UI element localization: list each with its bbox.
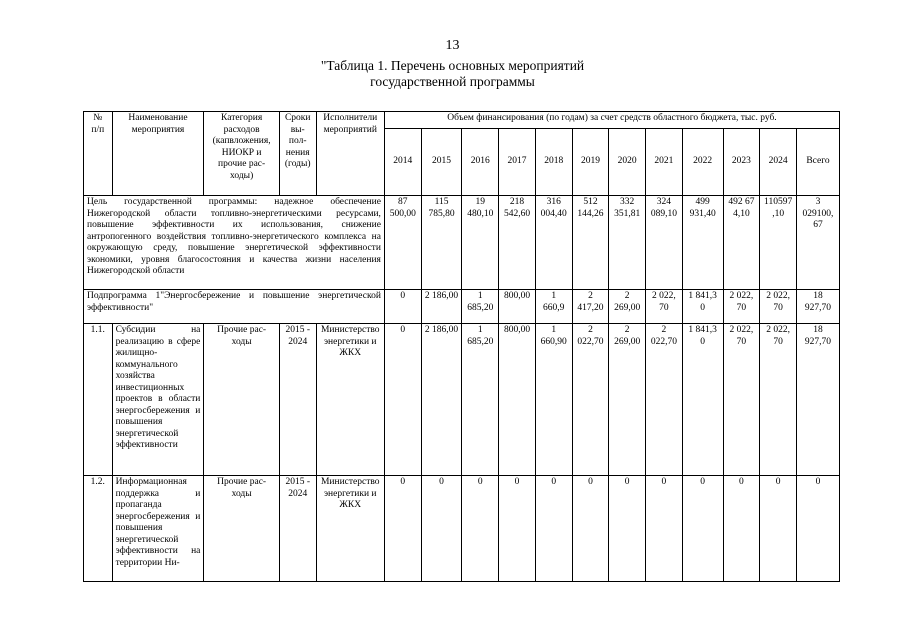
goal-value: 324 089,10 [646, 196, 683, 290]
row-executor: Министерство энергетики и ЖКХ [316, 476, 384, 582]
title-line-1: "Таблица 1. Перечень основных мероприятий [320, 58, 585, 73]
subprogram-value: 800,00 [499, 290, 536, 324]
row-value: 0 [499, 476, 536, 582]
row-value: 1 660,90 [535, 324, 572, 476]
row-name: Субсидии на реализацию в сфере жилищно-коммунального хозяйства инвестиционных проектов в области энергосбережения и повышения энергетической эффективности [112, 324, 204, 476]
goal-value: 218 542,60 [499, 196, 536, 290]
subprogram-value: 2 022, 70 [723, 290, 760, 324]
row-value: 2 269,00 [609, 324, 646, 476]
page-number: 13 [445, 38, 460, 53]
goal-value: 492 67 4,10 [723, 196, 760, 290]
year-header: 2015 [421, 129, 462, 196]
subprogram-value: 2 269,00 [609, 290, 646, 324]
row-value: 1 841,3 0 [682, 324, 723, 476]
row-value: 0 [421, 476, 462, 582]
row-category: Прочие рас- ходы [204, 476, 279, 582]
goal-value: 115 785,80 [421, 196, 462, 290]
title-line-2: государственной программы [370, 74, 535, 89]
subprogram-value: 2 022, 70 [760, 290, 797, 324]
subprogram-total: 18 927,70 [796, 290, 839, 324]
row-value: 2 022, 70 [760, 324, 797, 476]
table-row-1-1 [84, 324, 840, 476]
year-header-total: Всего [796, 129, 839, 196]
year-header: 2022 [682, 129, 723, 196]
row-value: 0 [760, 476, 797, 582]
goal-row [84, 196, 840, 290]
year-header: 2017 [499, 129, 536, 196]
row-value: 0 [384, 476, 421, 582]
row-total: 18 927,70 [796, 324, 839, 476]
row-value: 1 685,20 [462, 324, 499, 476]
header-executors: Исполнители мероприятий [316, 112, 384, 196]
row-value: 0 [723, 476, 760, 582]
row-value: 0 [572, 476, 609, 582]
year-header: 2016 [462, 129, 499, 196]
year-header: 2020 [609, 129, 646, 196]
header-category: Категория расходов (капвложения, НИОКР и прочие рас- ходы) [204, 112, 279, 196]
subprogram-value: 1 685,20 [462, 290, 499, 324]
row-executor: Министерство энергетики и ЖКХ [316, 324, 384, 476]
goal-value: 19 480,10 [462, 196, 499, 290]
row-name: Информационная поддержка и пропаганда энергосбережения и повышения энергетической эффективности на территории Ни- [112, 476, 204, 582]
year-header: 2014 [384, 129, 421, 196]
subprogram-value: 2 186,00 [421, 290, 462, 324]
subprogram-text: Подпрограмма 1"Энергосбережение и повышение энергетической эффективности" [84, 290, 385, 324]
year-header: 2019 [572, 129, 609, 196]
subprogram-value: 2 417,20 [572, 290, 609, 324]
row-value: 2 022, 70 [723, 324, 760, 476]
table-row-1-2 [84, 476, 840, 582]
header-num: № п/п [84, 112, 113, 196]
row-terms: 2015 - 2024 [279, 324, 316, 476]
row-category: Прочие рас- ходы [204, 324, 279, 476]
goal-total: 3 029100, 67 [796, 196, 839, 290]
row-value: 2 022,70 [572, 324, 609, 476]
goal-value: 332 351,81 [609, 196, 646, 290]
header-funding: Объем финансирования (по годам) за счет средств областного бюджета, тыс. руб. [384, 112, 839, 129]
table-title [0, 58, 905, 90]
header-name: Наименование мероприятия [112, 112, 204, 196]
subprogram-row [84, 290, 840, 324]
header-row-1 [84, 112, 840, 129]
year-header: 2021 [646, 129, 683, 196]
goal-value: 499 931,40 [682, 196, 723, 290]
row-value: 0 [682, 476, 723, 582]
row-value: 0 [384, 324, 421, 476]
measures-table [83, 111, 840, 582]
row-value: 2 186,00 [421, 324, 462, 476]
row-value: 0 [646, 476, 683, 582]
row-value: 0 [462, 476, 499, 582]
row-num: 1.2. [84, 476, 113, 582]
subprogram-value: 1 841,3 0 [682, 290, 723, 324]
goal-value: 87 500,00 [384, 196, 421, 290]
year-header: 2024 [760, 129, 797, 196]
row-value: 0 [535, 476, 572, 582]
goal-value: 110597 ,10 [760, 196, 797, 290]
subprogram-value: 1 660,9 [535, 290, 572, 324]
subprogram-value: 2 022, 70 [646, 290, 683, 324]
year-header: 2023 [723, 129, 760, 196]
row-value: 0 [609, 476, 646, 582]
year-header: 2018 [535, 129, 572, 196]
subprogram-value: 0 [384, 290, 421, 324]
row-num: 1.1. [84, 324, 113, 476]
goal-text: Цель государственной программы: надежное обеспечение Нижегородской области топливно-энергетическими ресурсами, повышение эффективности их использования, снижение антропогенного воздействия топливно-энергетического комплекса на окружающую среду, повышение энергетической эффективности экономики, уровня благосостояния и качества жизни населения Нижегородской области [84, 196, 385, 290]
row-value: 800,00 [499, 324, 536, 476]
goal-value: 512 144,26 [572, 196, 609, 290]
header-terms: Сроки вы- пол- нения (годы) [279, 112, 316, 196]
row-total: 0 [796, 476, 839, 582]
row-terms: 2015 - 2024 [279, 476, 316, 582]
row-value: 2 022,70 [646, 324, 683, 476]
goal-value: 316 004,40 [535, 196, 572, 290]
